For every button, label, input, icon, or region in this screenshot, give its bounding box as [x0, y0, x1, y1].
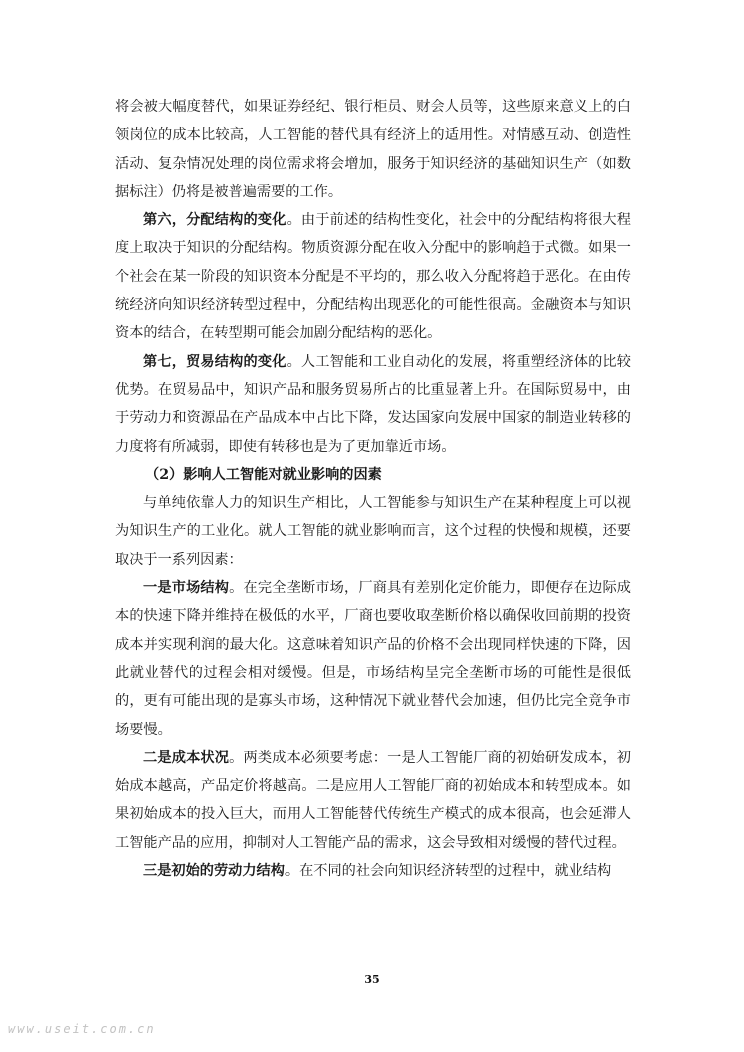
paragraph-2 — [115, 206, 631, 347]
paragraph-1 — [115, 93, 631, 206]
paragraph-2-text: 。由于前述的结构性变化，社会中的分配结构将很大程度上取决于知识的分配结构。物质资源分配在收入分配中的影响趋于式微。如果一个社会在某一阶段的知识资本分配是不平均的，那么收入分配将趋于恶化。在由传统经济向知识经济转型过程中，分配结构出现恶化的可能性很高。金融资本与知识资本的结合，在转型期可能会加剧分配结构的恶化。 — [115, 212, 631, 342]
paragraph-7-lead: 三是初始的劳动力结构 — [143, 863, 285, 880]
paragraph-4-text: 与单纯依靠人力的知识生产相比，人工智能参与知识生产在某种程度上可以视为知识生产的工业化。就人工智能的就业影响而言，这个过程的快慢和规模，还要取决于一系列因素： — [115, 495, 631, 568]
page-number: 35 — [364, 973, 380, 986]
paragraph-6-text: 。两类成本必须要考虑：一是人工智能厂商的初始研发成本，初始成本越高，产品定价将越高。二是应用人工智能厂商的初始成本和转型成本。如果初始成本的投入巨大，而用人工智能替代传统生产模式的成本很高，也会延滞人工智能产品的应用，抑制对人工智能产品的需求，这会导致相对缓慢的替代过程。 — [115, 749, 631, 851]
paragraph-1-text: 将会被大幅度替代，如果证券经纪、银行柜员、财会人员等，这些原来意义上的白领岗位的成本比较高，人工智能的替代具有经济上的适用性。对情感互动、创造性活动、复杂情况处理的岗位需求将会增加，服务于知识经济的基础知识生产（如数据标注）仍将是被普遍需要的工作。 — [115, 99, 631, 200]
paragraph-7-text: 。在不同的社会向知识经济转型的过程中，就业结构 — [284, 863, 612, 880]
paragraph-5-lead: 一是市场结构 — [143, 580, 230, 597]
paragraph-2-lead: 第六，分配结构的变化 — [143, 212, 287, 229]
paragraph-7 — [115, 857, 631, 885]
paragraph-6 — [115, 744, 631, 857]
paragraph-6-lead: 二是成本状况 — [143, 749, 230, 766]
paragraph-3-text: 。人工智能和工业自动化的发展，将重塑经济体的比较优势。在贸易品中，知识产品和服务贸易所占的比重显著上升。在国际贸易中，由于劳动力和资源品在产品成本中占比下降，发达国家向发展中国家的制造业转移的力度将有所减弱，即使有转移也是为了更加靠近市场。 — [115, 353, 631, 455]
paragraph-4 — [115, 489, 631, 574]
paragraph-3-lead: 第七，贸易结构的变化 — [143, 353, 287, 370]
watermark: www.useit.com.cn — [8, 1022, 156, 1036]
section-heading: （2）影响人工智能对就业影响的因素 — [145, 466, 382, 483]
paragraph-5-text: 。在完全垄断市场，厂商具有差别化定价能力，即便存在边际成本的快速下降并维持在极低的水平，厂商也要收取垄断价格以确保收回前期的投资成本并实现利润的最大化。这意味着知识产品的价格不会出现同样快速的下降，因此就业替代的过程会相对缓慢。但是，市场结构呈完全垄断市场的可能性是很低的，更有可能出现的是寡头市场，这种情况下就业替代会加速，但仍比完全竞争市场要慢。 — [115, 580, 631, 738]
paragraph-3 — [115, 348, 631, 461]
paragraph-5 — [115, 574, 631, 744]
document-body — [115, 93, 631, 885]
